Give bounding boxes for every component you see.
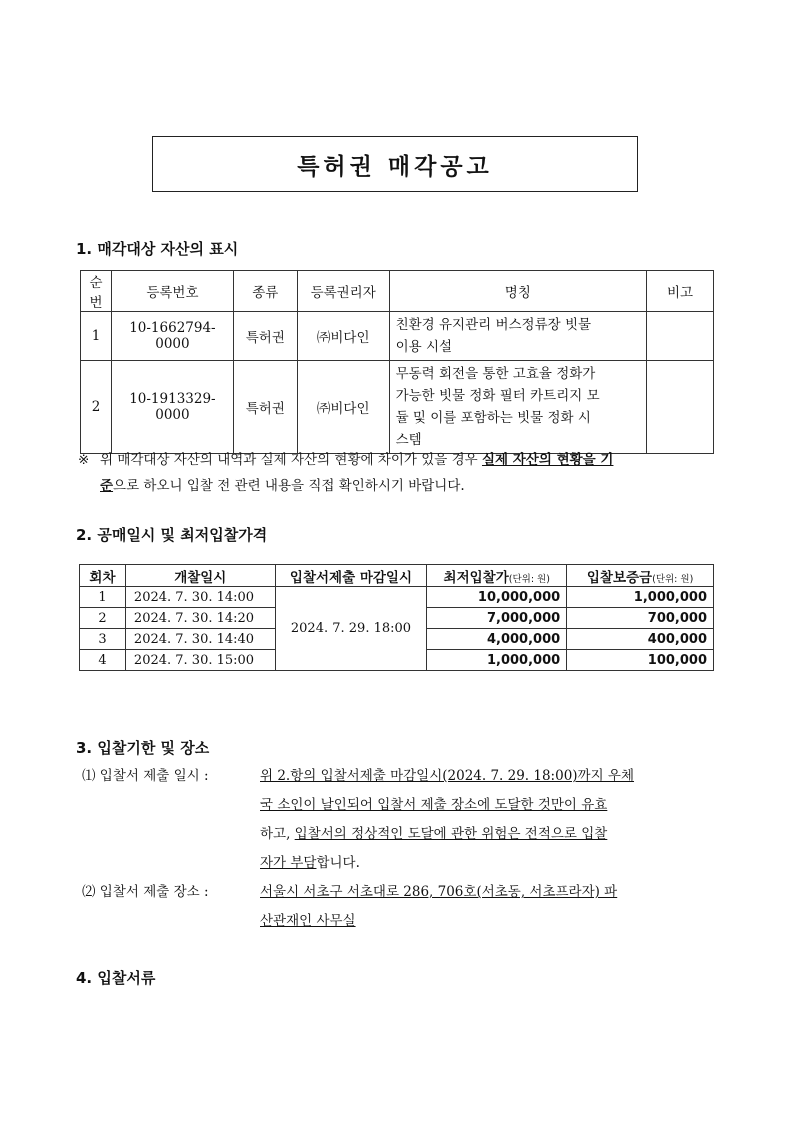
cell-holder: ㈜비다인 [297,312,389,361]
asset-table-header [81,271,714,312]
col-header: 등록권리자 [297,271,389,312]
cell-min: 10,000,000 [427,587,567,608]
cell-deposit: 100,000 [567,650,714,671]
asset-note [78,447,718,499]
col-header: 개찰일시 [125,565,275,587]
cell-deposit: 1,000,000 [567,587,714,608]
cell-no: 1 [81,312,112,361]
cell-deposit: 400,000 [567,629,714,650]
cell-open: 2024. 7. 30. 15:00 [125,650,275,671]
name-line: 무동력 회전을 통한 고효율 정화가 [395,366,596,382]
name-line: 이용 시설 [395,339,453,355]
cell-open: 2024. 7. 30. 14:40 [125,629,275,650]
cell-kind: 특허권 [233,361,297,454]
cell-min: 7,000,000 [427,608,567,629]
cell-open: 2024. 7. 30. 14:00 [125,587,275,608]
table-row [81,361,714,454]
cell-min: 1,000,000 [427,650,567,671]
col-header: 등록번호 [111,271,233,312]
col-header: 입찰서제출 마감일시 [275,565,427,587]
cell-round: 2 [80,608,126,629]
name-line: 듈 및 이를 포함하는 빗물 정화 시 [395,410,591,426]
cell-open: 2024. 7. 30. 14:20 [125,608,275,629]
cell-min: 4,000,000 [427,629,567,650]
cell-round: 3 [80,629,126,650]
section-2-heading: 2. 공매일시 및 최저입찰가격 [76,526,268,544]
name-line: 스템 [395,432,422,448]
cell-name [389,312,646,361]
cell-name [389,361,646,454]
col-header: 비고 [647,271,714,312]
submission-place-label: ⑵ 입찰서 제출 장소 : [82,884,209,900]
cell-note [647,312,714,361]
cell-no: 2 [81,361,112,454]
name-line: 친환경 유지관리 버스정류장 빗물 [395,317,592,333]
section-1-heading: 1. 매각대상 자산의 표시 [76,240,239,258]
page-title: 특허권 매각공고 [152,136,638,192]
cell-deadline: 2024. 7. 29. 18:00 [275,587,427,671]
submission-time-text: 위 2.항의 입찰서제출 마감일시(2024. 7. 29. 18:00)까지 우체 국 소인이 날인되어 입찰서 제출 장소에 도달한 것만이 유효 하고, 입찰서의 정상적인 도달에 관한 위험은 전적으로 입찰 자가 부담합니다. [260,768,635,871]
col-header: 입찰보증금(단위: 원) [567,565,714,587]
cell-kind: 특허권 [233,312,297,361]
cell-reg: 10-1662794-0000 [111,312,233,361]
col-header: 명칭 [389,271,646,312]
submission-time-label: ⑴ 입찰서 제출 일시 : [82,768,209,784]
col-header: 종류 [233,271,297,312]
col-header: 최저입찰가(단위: 원) [427,565,567,587]
asset-table [80,270,714,454]
cell-round: 4 [80,650,126,671]
schedule-table [79,564,714,671]
note-mark: ※ [78,452,90,468]
cell-reg: 10-1913329-0000 [111,361,233,454]
col-header: 순번 [81,271,112,312]
section-3-heading: 3. 입찰기한 및 장소 [76,739,210,757]
table-row [81,312,714,361]
col-header: 회차 [80,565,126,587]
note-text: 위 매각대상 자산의 내역과 실제 자산의 현황에 차이가 있을 경우 [100,452,482,468]
cell-note [647,361,714,454]
note-emphasis: 준 [100,478,114,494]
cell-round: 1 [80,587,126,608]
note-emphasis: 실제 자산의 현황을 기 [481,452,614,468]
name-line: 가능한 빗물 정화 필터 카트리지 모 [395,388,600,404]
submission-place-text: 서울시 서초구 서초대로 286, 706호(서초동, 서초프라자) 파 산관재인 사무실 [260,884,618,929]
cell-holder: ㈜비다인 [297,361,389,454]
note-text: 으로 하오니 입찰 전 관련 내용을 직접 확인하시기 바랍니다. [113,478,465,494]
section-4-heading: 4. 입찰서류 [76,969,156,987]
cell-deposit: 700,000 [567,608,714,629]
table-row [80,587,714,608]
schedule-header [80,565,714,587]
